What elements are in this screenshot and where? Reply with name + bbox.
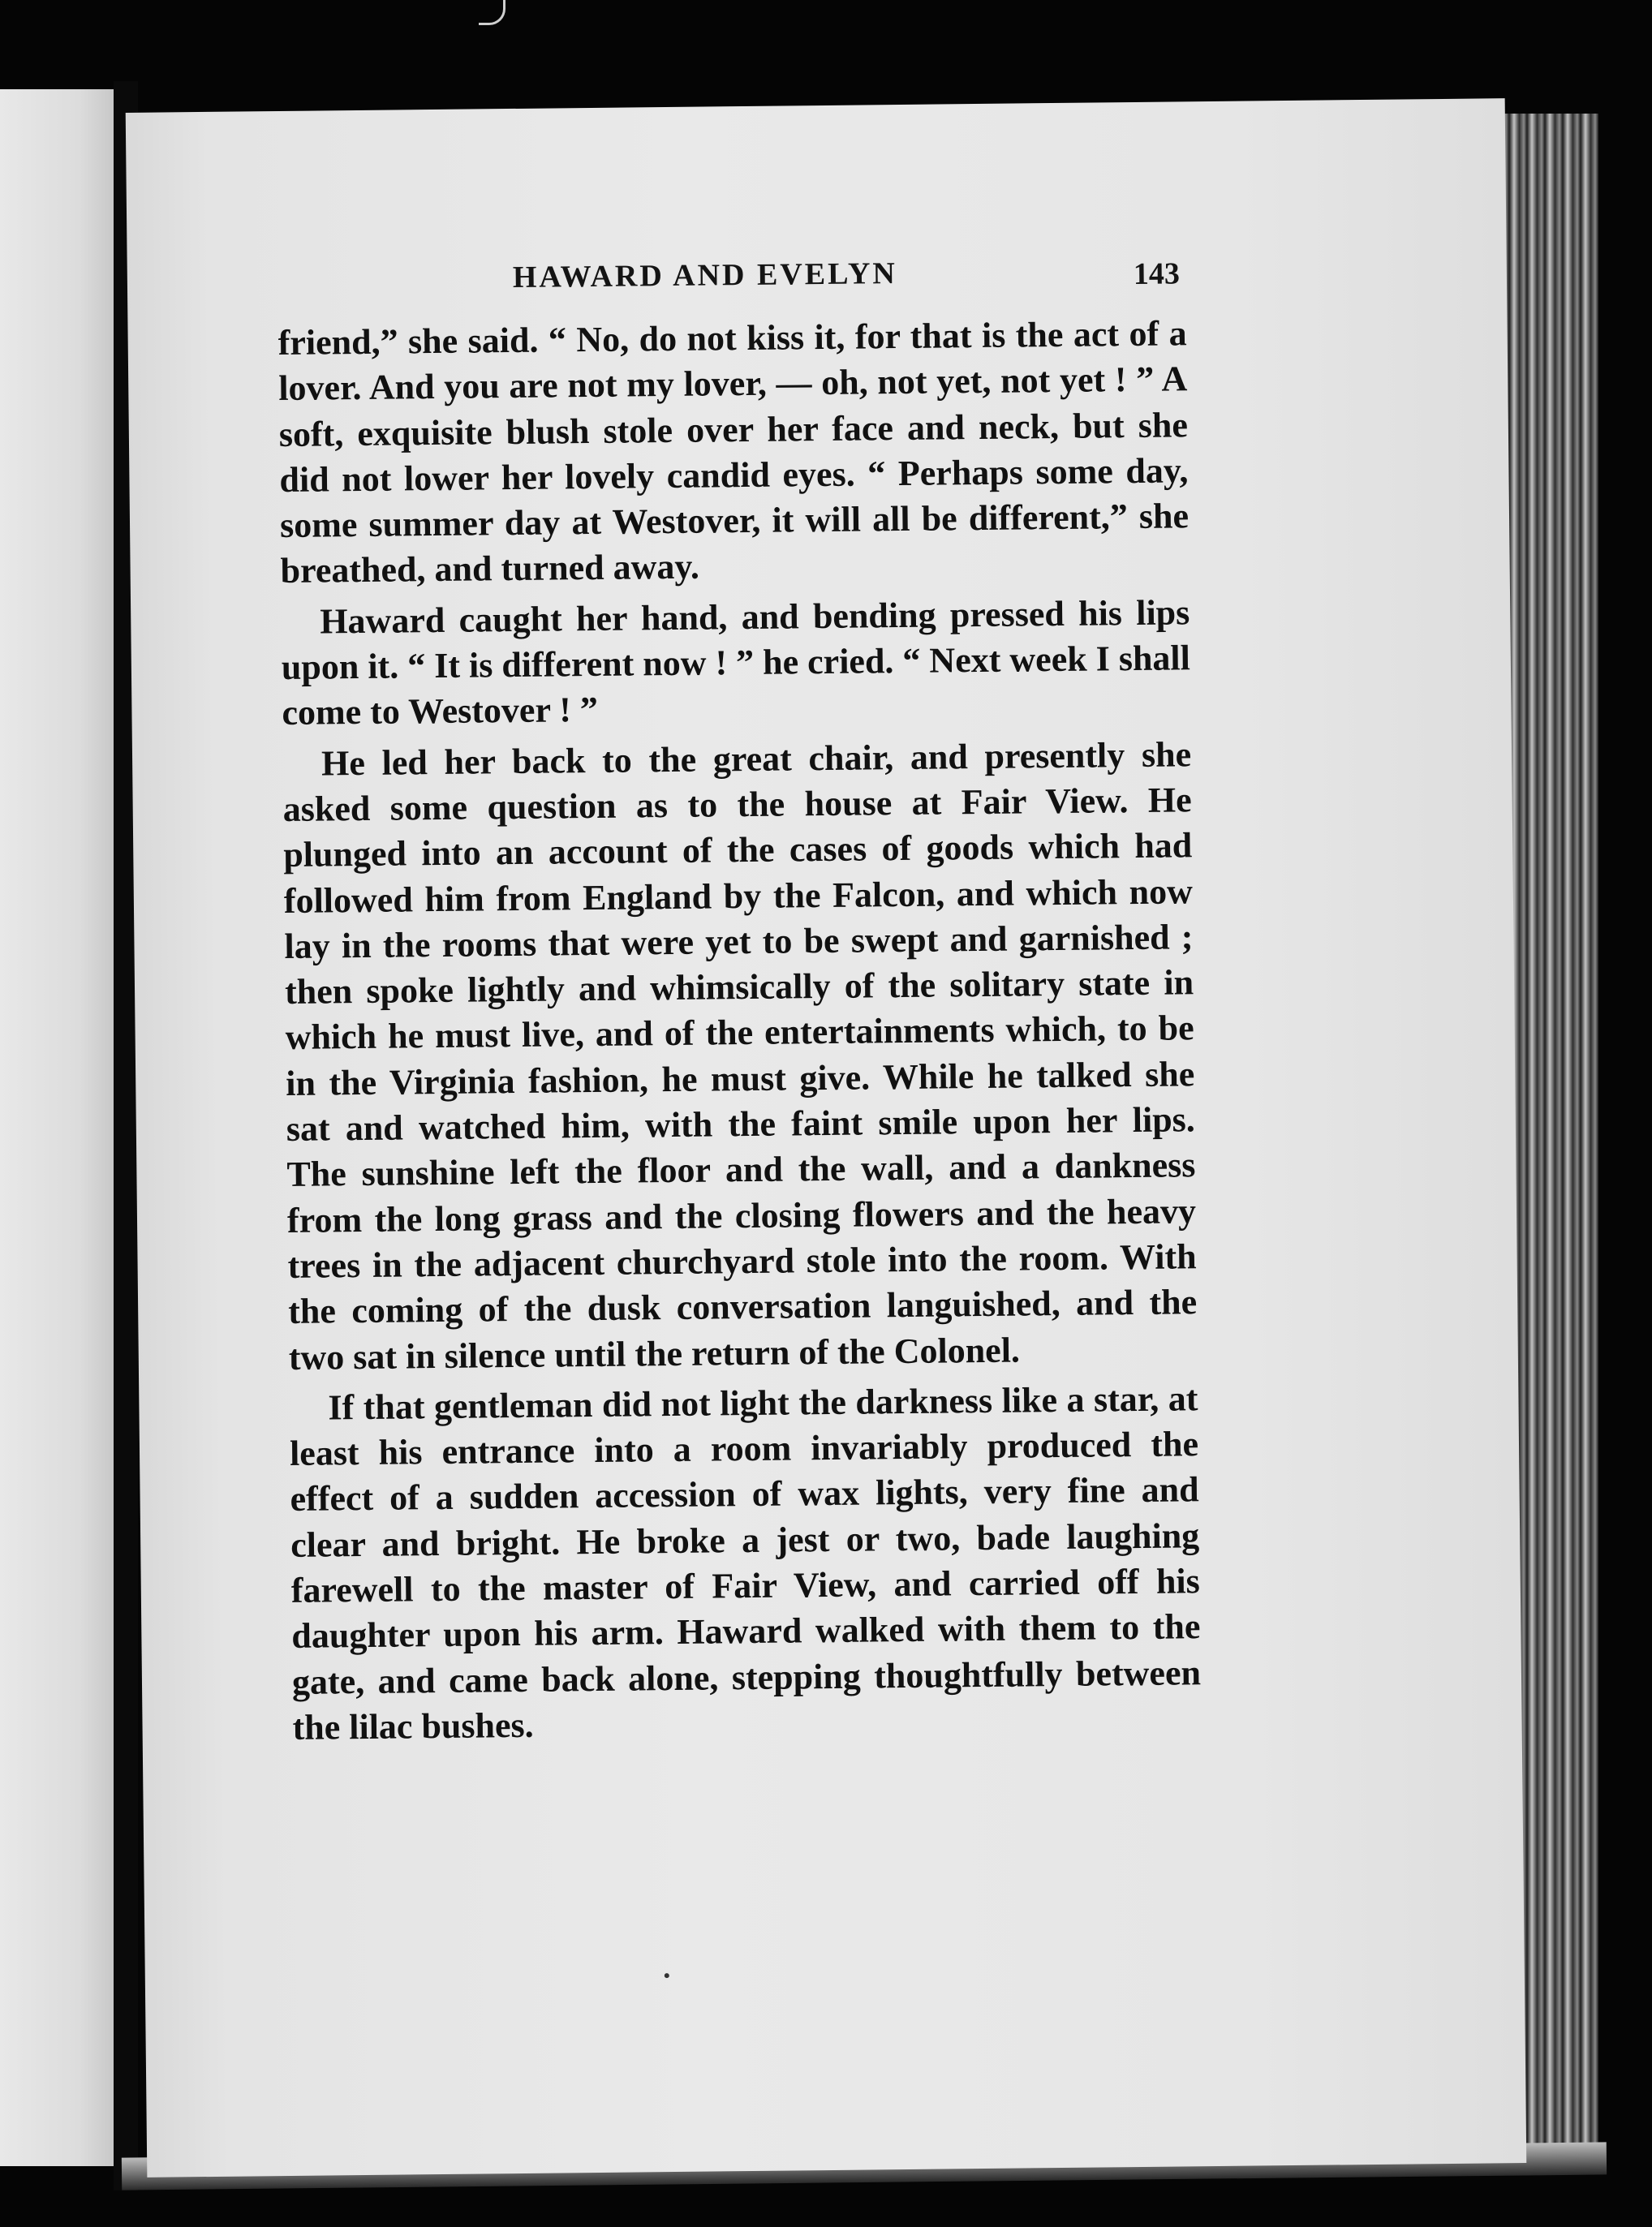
- paragraph: If that gentleman did not light the darkness like a star, at least his entrance into a room invariably produced the effect of a sudden accession of wax lights, very fine and clear and bright. He broke a jest or two, bade laughing farewell to the master of Fair View, and carried off his daughter upon his arm. Haward walked with them to the gate, and came back alone, stepping thoughtfully between the lilac bushes.: [289, 1378, 1202, 1748]
- paragraph: friend,” she said. “ No, do not kiss it, for that is the act of a lover. And you are not my lover, — oh, not yet, not yet ! ” A soft, exquisite blush stole over her face and neck, but she did not lower her lovely candid eyes. “ Perhaps some day, some summer day at Westover, it will all be different,” she breathed, and turned away.: [277, 313, 1190, 591]
- facing-page-edge: [0, 89, 114, 2166]
- ink-speck: [665, 1973, 669, 1978]
- page-header: [127, 249, 1508, 312]
- page-number: 143: [1133, 256, 1181, 291]
- paragraph: Haward caught her hand, and bending pressed his lips upon it. “ It is different now ! ” he cried. “ Next week I shall come to Westover ! ”: [281, 592, 1191, 733]
- body-text: [277, 311, 1201, 1756]
- pencil-mark: [479, 0, 505, 25]
- paragraph: He led her back to the great chair, and presently she asked some question as to the house at Fair View. He plunged into an account of the cases of goods which had followed him from England by the Falcon, and which now lay in the rooms that were yet to be swept and garnished ; then spoke lightly and whimsically of the solitary state in which he must live, and of the entertainments which, to be in the Virginia fashion, he must give. While he talked she sat and watched him, with the faint smile upon her lips. The sunshine left the floor and the wall, and a dankness from the long grass and the closing flowers and the heavy trees in the adjacent churchyard stole into the room. With the coming of the dusk conversation languished, and the two sat in silence until the return of the Colonel.: [282, 733, 1198, 1378]
- book-page: [126, 98, 1527, 2178]
- running-head: HAWARD AND EVELYN: [512, 256, 898, 294]
